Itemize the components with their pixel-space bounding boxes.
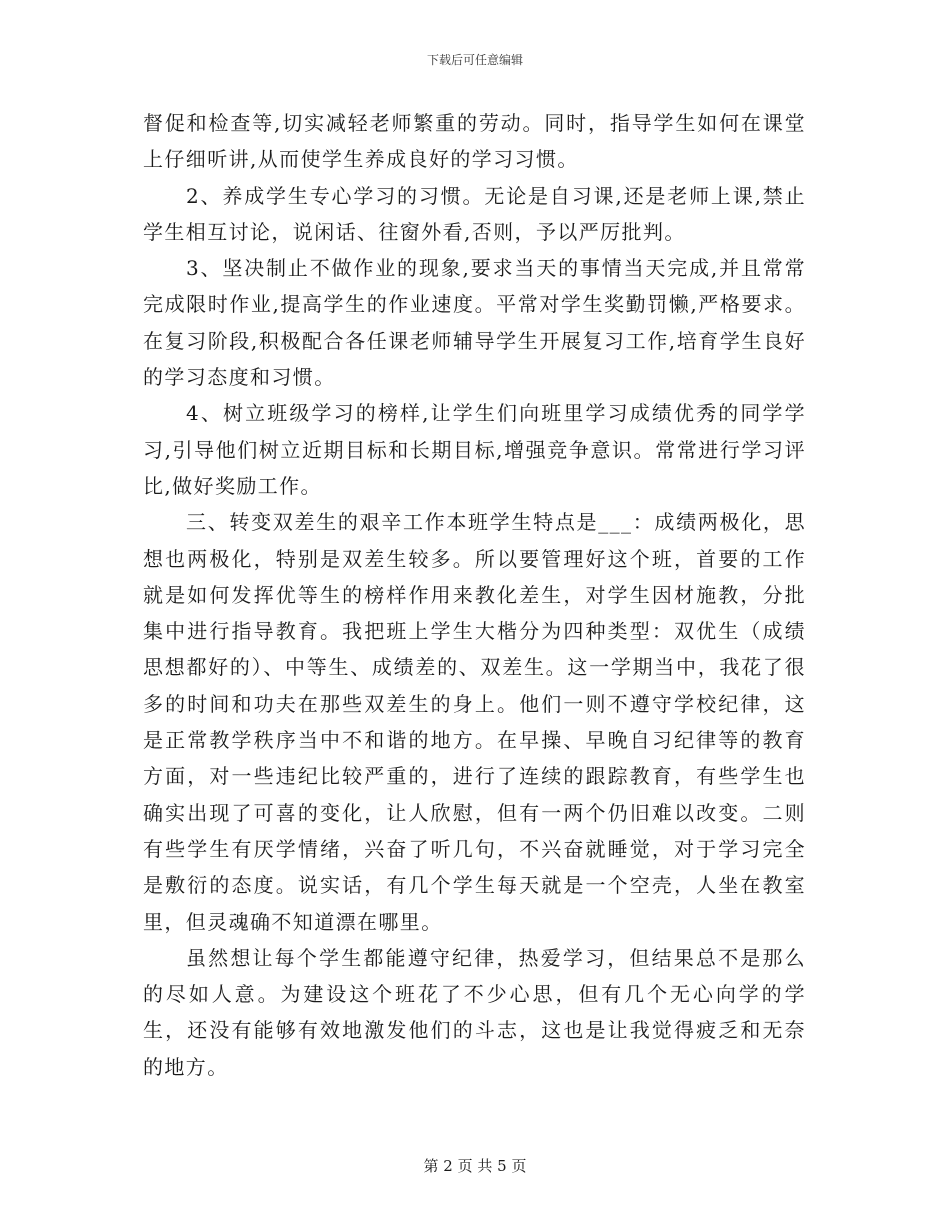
paragraph-conclusion: 虽然想让每个学生都能遵守纪律，热爱学习，但结果总不是那么的尽如人意。为建设这个班花了不少心思，但有几个无心向学的学生，还没有能够有效地激发他们的斗志，这也是让我觉得疲乏和无奈的地方。 <box>143 945 806 1079</box>
paragraph-section-3: 三、转变双差生的艰辛工作本班学生特点是___：成绩两极化，思想也两极化，特别是双差生较多。所以要管理好这个班，首要的工作就是如何发挥优等生的榜样作用来教化差生，对学生因材施教，分批集中进行指导教育。我把班上学生大楷分为四种类型：双优生（成绩思想都好的）、中等生、成绩差的、双差生。这一学期当中，我花了很多的时间和功夫在那些双差生的身上。他们一则不遵守学校纪律，这是正常教学秩序当中不和谐的地方。在早操、早晚自习纪律等的教育方面，对一些违纪比较严重的，进行了连续的跟踪教育，有些学生也确实出现了可喜的变化，让人欣慰，但有一两个仍旧难以改变。二则有些学生有厌学情绪，兴奋了听几句，不兴奋就睡觉，对于学习完全是敷衍的态度。说实话，有几个学生每天就是一个空壳，人坐在教室里，但灵魂确不知道漂在哪里。 <box>143 510 806 934</box>
paragraph-item-2: 2、养成学生专心学习的习惯。无论是自习课,还是老师上课,禁止学生相互讨论，说闲话、往窗外看,否则，予以严厉批判。 <box>143 183 806 244</box>
page-number: 第 2 页 共 5 页 <box>423 1157 527 1175</box>
paragraph-item-3: 3、坚决制止不做作业的现象,要求当天的事情当天完成,并且常常完成限时作业,提高学生的作业速度。平常对学生奖勤罚懒,严格要求。在复习阶段,积极配合各任课老师辅导学生开展复习工作,培育学生良好的学习态度和习惯。 <box>143 256 806 390</box>
paragraph-item-4: 4、树立班级学习的榜样,让学生们向班里学习成绩优秀的同学学习,引导他们树立近期目标和长期目标,增强竞争意识。常常进行学习评比,做好奖励工作。 <box>143 401 806 498</box>
page-header: 下载后可任意编辑 <box>426 53 523 67</box>
document-body <box>143 105 806 1085</box>
paragraph-continuation: 督促和检查等,切实减轻老师繁重的劳动。同时，指导学生如何在课堂上仔细听讲,从而使学生养成良好的学习习惯。 <box>143 111 806 172</box>
